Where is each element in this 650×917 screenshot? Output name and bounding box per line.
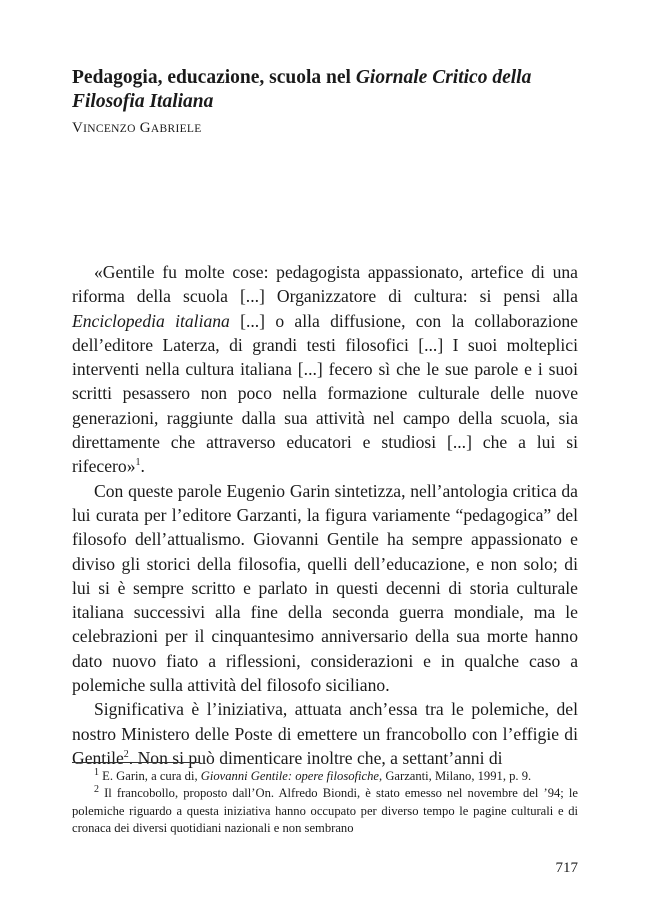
article-body	[72, 260, 578, 770]
paragraph-text: «Gentile fu molte cose: pedagogista appassionato, artefice di una riforma della scuola [...] Organizzatore di cultura: si pensi alla	[72, 262, 578, 307]
footnote-ref[interactable]: 2	[123, 749, 129, 761]
author-last-cap: G	[139, 120, 151, 136]
author-first-rest: INCENZO	[83, 123, 136, 135]
paragraph-text: . Non si può dimenticare inoltre che, a settant’anni di	[128, 747, 503, 768]
paragraph-text: Significativa è l’iniziativa, attuata anch’essa tra le polemiche, del nostro Ministero delle Poste di emettere un francobollo con l’effigie di Gentile	[72, 699, 578, 768]
footnote-text: Il francobollo, proposto dall’On. Alfredo Biondi, è stato emesso nel novembre del ’94; le polemiche riguardo a questa iniziativa hanno occupato per diverso tempo le pagine culturali e di cronaca dei diversi quotidiani nazionali e non sembrano	[72, 786, 578, 836]
footnote	[72, 785, 578, 837]
footnote-divider	[72, 762, 200, 763]
paragraph-text: .	[140, 456, 145, 477]
page-number: 717	[555, 860, 578, 876]
article-header	[72, 66, 578, 137]
italic-title: Giovanni Gentile: opere filosofiche	[200, 769, 380, 783]
author-last-rest: ABRIELE	[150, 123, 202, 135]
paragraph-quote	[72, 260, 578, 479]
footnote-text: , Garzanti, Milano, 1991, p. 9.	[379, 769, 532, 783]
paragraph	[72, 697, 578, 770]
paragraph-text: [...] o alla diffusione, con la collaborazione dell’editore Laterza, di grandi testi filosofici [...] I suoi molteplici interventi nella cultura italiana [...] fecero sì che le sue parole e i suoi scritti pesassero non poco nella formazione culturale delle nuove generazioni, raggiunte dalla sua attività nel campo della scuola, sia direttamente che attraverso educatori e studiosi [...] che a lui si rifecero»	[72, 310, 578, 477]
paragraph: Con queste parole Eugenio Garin sintetizza, nell’antologia critica da lui curata per l’editore Garzanti, la figura variamente “pedagogica” del filosofo dell’attualismo. Giovanni Gentile ha sempre appassionato e diviso gli storici della filosofia, quelli dell’educazione, e non solo; di lui si è sempre scritto e parlato in questi decenni di storia culturale italiana successivi alla fine della seconda guerra mondiale, ma le celebrazioni per il cinquantesimo anniversario della sua morte hanno dato nuovo fiato a riflessioni, considerazioni e in qualche caso a polemiche sulla attività del filosofo siciliano.	[72, 480, 578, 696]
journal-name: Giornale Critico della Filosofia Italiana	[72, 67, 532, 112]
footnote	[72, 768, 578, 785]
footnote-ref[interactable]: 1	[135, 457, 141, 469]
footnote-number: 1	[94, 766, 99, 778]
footnotes	[72, 768, 578, 838]
author-first-cap: V	[72, 120, 84, 136]
title-text: Pedagogia, educazione, scuola nel	[72, 67, 356, 88]
author-name	[72, 120, 578, 137]
footnote-text: E. Garin, a cura di,	[99, 769, 201, 783]
italic-title: Enciclopedia italiana	[72, 310, 230, 331]
footnote-number: 2	[94, 784, 99, 796]
article-title	[72, 66, 578, 114]
